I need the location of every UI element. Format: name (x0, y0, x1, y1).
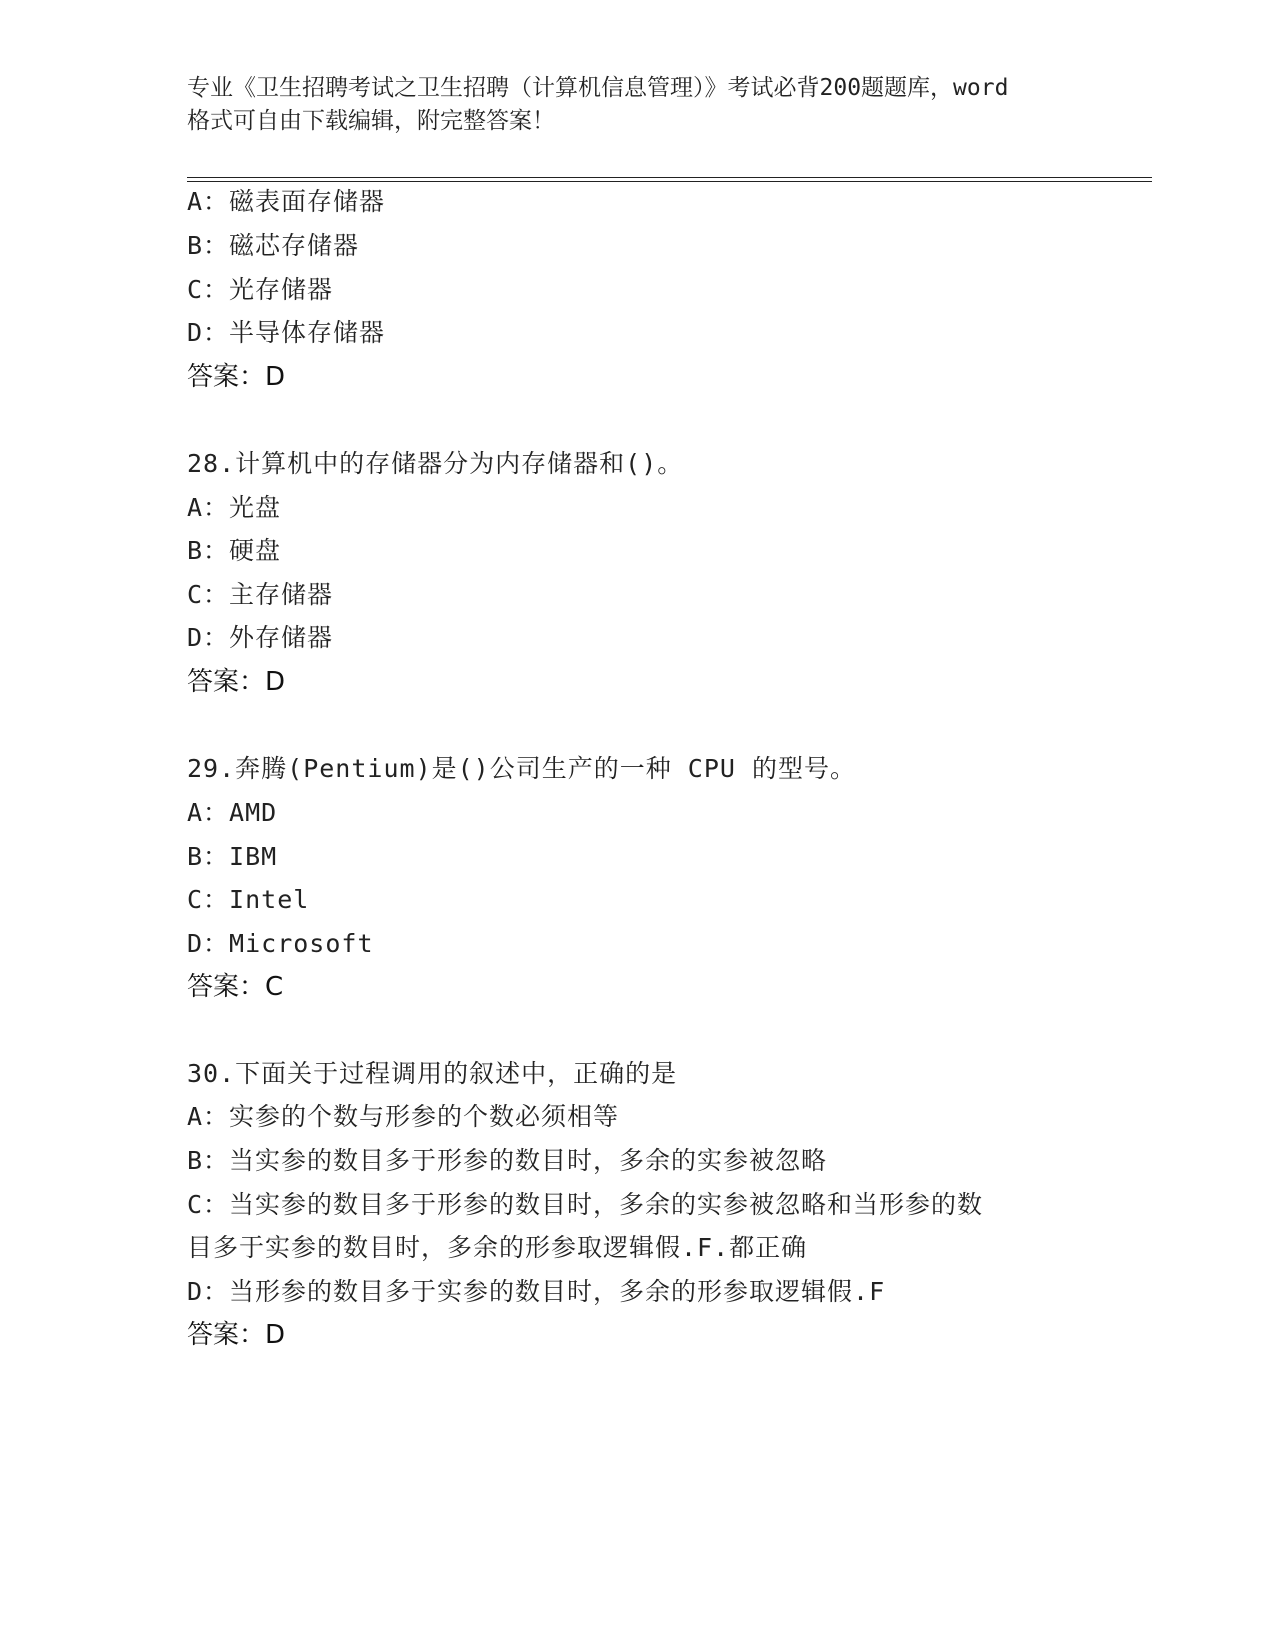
header-line-2: 格式可自由下载编辑，附完整答案！ (187, 108, 555, 134)
q28-option-a: A：光盘 (187, 493, 282, 522)
header-line-1: 专业《卫生招聘考试之卫生招聘（计算机信息管理）》考试必背200题题库，word (187, 75, 1009, 101)
q29-option-c: C：Intel (187, 885, 310, 914)
q30-answer: 答案：D (187, 1320, 286, 1350)
q27-option-d: D：半导体存储器 (187, 318, 386, 347)
q28-answer: 答案：D (187, 667, 286, 697)
q30-option-b: B：当实参的数目多于形参的数目时，多余的实参被忽略 (187, 1146, 828, 1175)
q28-question: 28.计算机中的存储器分为内存储器和()。 (187, 449, 684, 478)
q27-answer: 答案：D (187, 362, 286, 392)
q30-option-a: A：实参的个数与形参的个数必须相等 (187, 1102, 620, 1131)
q30-question: 30.下面关于过程调用的叙述中，正确的是 (187, 1059, 678, 1088)
q30-option-d: D：当形参的数目多于实参的数目时，多余的形参取逻辑假.F (187, 1277, 886, 1306)
q27-option-b: B：磁芯存储器 (187, 231, 360, 260)
q29-option-d: D：Microsoft (187, 929, 374, 958)
q30-option-c-line-1: C：当实参的数目多于形参的数目时，多余的实参被忽略和当形参的数 (187, 1190, 984, 1219)
q29-option-a: A：AMD (187, 798, 278, 827)
header-divider (187, 177, 1152, 182)
document-header (187, 72, 1087, 138)
q30-option-c-line-2: 目多于实参的数目时，多余的形参取逻辑假.F.都正确 (187, 1233, 808, 1262)
q27-option-a: A：磁表面存储器 (187, 187, 386, 216)
q28-option-c: C：主存储器 (187, 580, 334, 609)
q28-option-b: B：硬盘 (187, 536, 282, 565)
q28-option-d: D：外存储器 (187, 623, 334, 652)
q29-question: 29.奔腾(Pentium)是()公司生产的一种 CPU 的型号。 (187, 754, 856, 783)
q29-option-b: B：IBM (187, 842, 278, 871)
q29-answer: 答案：C (187, 972, 284, 1002)
q27-option-c: C：光存储器 (187, 275, 334, 304)
